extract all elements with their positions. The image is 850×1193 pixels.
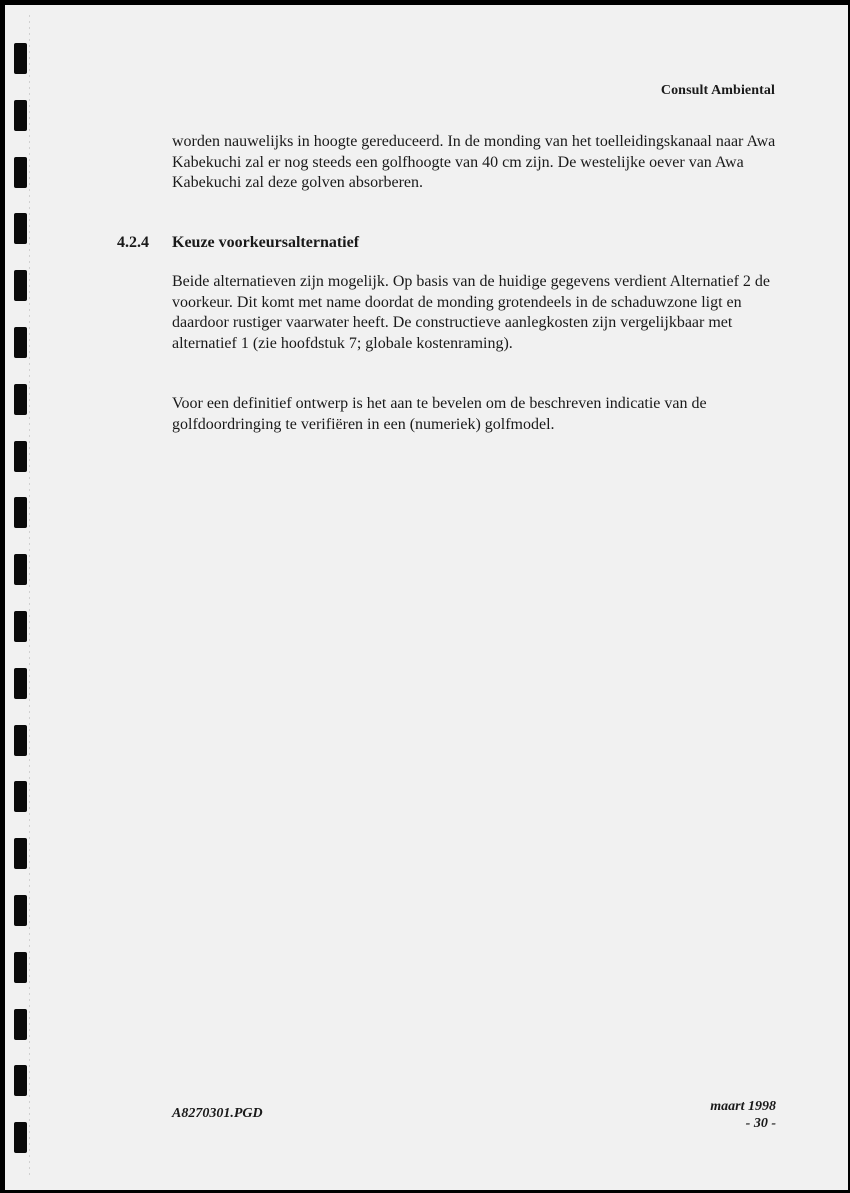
binding-hole bbox=[14, 1065, 27, 1096]
binding-hole bbox=[14, 327, 27, 358]
binding-hole bbox=[14, 157, 27, 188]
footer-right bbox=[710, 1098, 776, 1132]
footer-date: maart 1998 bbox=[710, 1099, 776, 1114]
binding-hole bbox=[14, 1009, 27, 1040]
binding-hole bbox=[14, 952, 27, 983]
binding-hole bbox=[14, 213, 27, 244]
header-organization: Consult Ambiental bbox=[660, 83, 775, 98]
binding-hole bbox=[14, 497, 27, 528]
binding-hole bbox=[14, 441, 27, 472]
section-title: Keuze voorkeursalternatief bbox=[172, 234, 360, 251]
binding-hole bbox=[14, 668, 27, 699]
section-number: 4.2.4 bbox=[117, 234, 149, 251]
section-paragraph-2: Voor een definitief ontwerp is het aan te bevelen om de beschreven indicatie van de golfdoordringing te verifiëren in een (numeriek) golfmodel. bbox=[172, 395, 707, 433]
binding-hole bbox=[14, 838, 27, 869]
binding-hole bbox=[14, 895, 27, 926]
binding-hole bbox=[14, 781, 27, 812]
binding-hole bbox=[14, 725, 27, 756]
document-page bbox=[5, 5, 848, 1190]
binding-hole bbox=[14, 611, 27, 642]
binding-perforation-line bbox=[29, 15, 30, 1175]
binding-holes bbox=[14, 5, 28, 1190]
binding-hole bbox=[14, 1122, 27, 1153]
footer-page-number: - 30 - bbox=[745, 1116, 776, 1131]
footer-document-code: A8270301.PGD bbox=[172, 1106, 263, 1121]
section-heading bbox=[117, 234, 359, 252]
binding-hole bbox=[14, 43, 27, 74]
binding-hole bbox=[14, 270, 27, 301]
binding-hole bbox=[14, 100, 27, 131]
binding-hole bbox=[14, 384, 27, 415]
section-paragraph-1: Beide alternatieven zijn mogelijk. Op basis van de huidige gegevens verdient Alternatief 2 de voorkeur. Dit komt met name doordat de monding grotendeels in de schaduwzone ligt en daardoor rustiger vaarwater heeft. De constructieve aanlegkosten zijn vergelijkbaar met alternatief 1 (zie hoofdstuk 7; globale kostenraming). bbox=[172, 273, 771, 352]
continuation-paragraph: worden nauwelijks in hoogte gereduceerd. In de monding van het toelleidingskanaal naar Awa Kabekuchi zal er nog steeds een golfhoogte van 40 cm zijn. De westelijke oever van Awa Kabekuchi zal deze golven absorberen. bbox=[172, 133, 776, 191]
binding-hole bbox=[14, 554, 27, 585]
